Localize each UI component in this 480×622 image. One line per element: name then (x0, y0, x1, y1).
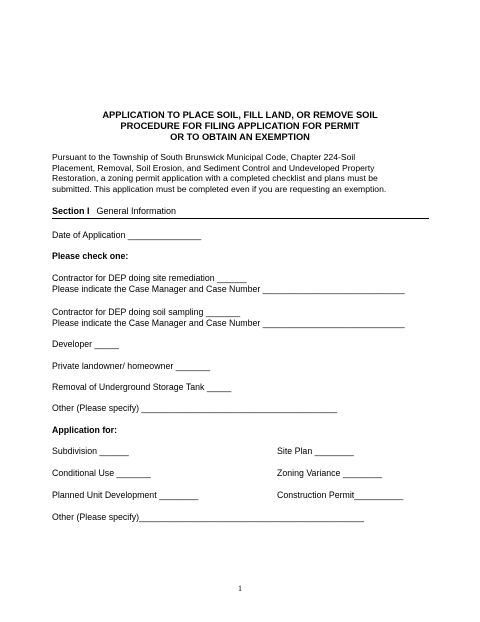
application-for-heading: Application for: (52, 425, 117, 435)
section-title: General Information (96, 206, 177, 216)
conditional-use-option[interactable]: Conditional Use _______ (52, 468, 151, 478)
other-specify-field-2[interactable]: Other (Please specify)______________________________________________ (52, 512, 365, 522)
please-check-one-heading: Please check one: (52, 251, 129, 261)
contractor-remediation-option[interactable]: Contractor for DEP doing site remediation ______ (52, 273, 247, 283)
planned-unit-development-option[interactable]: Planned Unit Development ________ (52, 490, 199, 500)
section-divider (52, 218, 429, 219)
removal-tank-option[interactable]: Removal of Underground Storage Tank _____ (52, 382, 232, 392)
section-label: Section I (52, 206, 90, 216)
site-plan-option[interactable]: Site Plan ________ (277, 446, 354, 456)
intro-line: Restoration, a zoning permit application with a completed checklist and plans must be (52, 173, 378, 184)
date-of-application-field[interactable]: Date of Application _______________ (52, 230, 202, 240)
construction-permit-option[interactable]: Construction Permit__________ (277, 490, 404, 500)
section-heading (52, 206, 176, 216)
document-title-line-2: PROCEDURE FOR FILING APPLICATION FOR PERMIT (120, 121, 360, 131)
case-manager-field-2[interactable]: Please indicate the Case Manager and Case Number _____________________________ (52, 318, 405, 328)
intro-line: Placement, Removal, Soil Erosion, and Sediment Control and Undeveloped Property (52, 162, 375, 173)
private-landowner-option[interactable]: Private landowner/ homeowner _______ (52, 361, 210, 371)
developer-option[interactable]: Developer _____ (52, 339, 120, 349)
intro-line: submitted. This application must be completed even if you are requesting an exemption. (52, 183, 387, 194)
page-number: 1 (238, 584, 242, 593)
intro-paragraph (52, 152, 437, 194)
case-manager-field-1[interactable]: Please indicate the Case Manager and Case Number _____________________________ (52, 284, 405, 294)
document-title-line-3: OR TO OBTAIN AN EXEMPTION (170, 132, 310, 142)
document-title-line-1: APPLICATION TO PLACE SOIL, FILL LAND, OR REMOVE SOIL (102, 110, 378, 120)
zoning-variance-option[interactable]: Zoning Variance ________ (277, 468, 382, 478)
other-specify-field-1[interactable]: Other (Please specify) ________________________________________ (52, 403, 338, 413)
subdivision-option[interactable]: Subdivision ______ (52, 446, 129, 456)
contractor-sampling-option[interactable]: Contractor for DEP doing soil sampling _______ (52, 307, 241, 317)
intro-line: Pursuant to the Township of South Brunswick Municipal Code, Chapter 224-Soil (52, 152, 356, 162)
